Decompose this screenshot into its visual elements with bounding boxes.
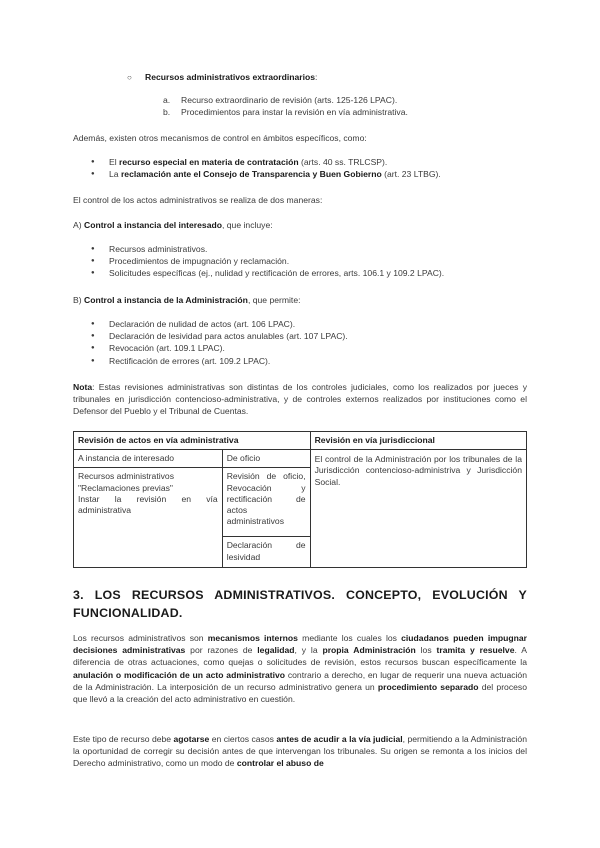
table-row bbox=[74, 432, 527, 450]
table-cell: Declaración de lesividad bbox=[222, 537, 310, 568]
table-cell: A instancia de interesado bbox=[74, 450, 223, 468]
list-item: a. Recurso extraordinario de revisión (arts. 125-126 LPAC). bbox=[163, 94, 543, 106]
list-item: ● El recurso especial en materia de contratación (arts. 40 ss. TRLCSP). bbox=[91, 156, 531, 168]
revision-table bbox=[73, 431, 527, 568]
list-item: ● Declaración de nulidad de actos (art. 106 LPAC). bbox=[91, 318, 531, 330]
table-header-left: Revisión de actos en vía administrativa bbox=[74, 432, 311, 450]
table-cell: El control de la Administración por los tribunales de la Jurisdicción contencioso-administriva y Jurisdicción Social. bbox=[310, 450, 526, 568]
extraordinarios-list bbox=[163, 94, 543, 118]
list-item: ● Procedimientos de impugnación y reclamación. bbox=[91, 255, 531, 267]
extraordinarios-line: Recursos administrativos extraordinarios: bbox=[145, 72, 318, 82]
otros-intro: Además, existen otros mecanismos de control en ámbitos específicos, como: bbox=[73, 133, 367, 143]
paragraph-1: Los recursos administrativos son mecanismos internos mediante los cuales los ciudadanos pueden impugnar decisiones administrativas por razones de legalidad, y la propia Administración los tramita y resuelve. A diferencia de otras actuaciones, como quejas o solicitudes de revisión, estos recursos buscan específicamente la anulación o modificación de un acto administrativo contrario a derecho, en lugar de requerir una nueva actuación de la Administración. La interposición de un recurso administrativo genera un procedimiento separado del proceso que llevó a la creación del acto administrativo en cuestión. bbox=[73, 633, 528, 705]
control-a-heading: A) Control a instancia del interesado, que incluye: bbox=[73, 220, 273, 230]
circle-bullet-icon: ○ bbox=[127, 73, 132, 82]
list-item: ● Revocación (art. 109.1 LPAC). bbox=[91, 342, 531, 354]
control-a-list bbox=[91, 243, 531, 280]
table-cell: Recursos administrativos "Reclamaciones previas" Instar la revisión en vía administrativa bbox=[74, 468, 223, 568]
nota-paragraph: Nota: Estas revisiones administrativas son distintas de los controles judiciales, como los realizados por jueces y tribunales en jurisdicción contencioso-administrativa, y de controles externos realizados por instituciones como el Defensor del Pueblo y el Tribunal de Cuentas. bbox=[73, 382, 527, 417]
list-item: ● Rectificación de errores (art. 109.2 LPAC). bbox=[91, 355, 531, 367]
otros-list bbox=[91, 156, 531, 180]
section-heading: 3. LOS RECURSOS ADMINISTRATIVOS. CONCEPTO, EVOLUCIÓN Y FUNCIONALIDAD. bbox=[73, 588, 527, 620]
control-intro: El control de los actos administrativos se realiza de dos maneras: bbox=[73, 195, 323, 205]
control-b-heading: B) Control a instancia de la Administración, que permite: bbox=[73, 295, 301, 305]
list-item: b. Procedimientos para instar la revisión en vía administrativa. bbox=[163, 106, 543, 118]
table-cell: Revisión de oficio, Revocación y rectificación de actos administrativos bbox=[222, 468, 310, 537]
list-item: ● Recursos administrativos. bbox=[91, 243, 531, 255]
table-row bbox=[74, 450, 527, 468]
control-b-list bbox=[91, 318, 531, 367]
list-item: ● Solicitudes específicas (ej., nulidad y rectificación de errores, arts. 106.1 y 109.2 LPAC). bbox=[91, 267, 531, 279]
extraordinarios-label: Recursos administrativos extraordinarios bbox=[145, 72, 316, 82]
table-cell: De oficio bbox=[222, 450, 310, 468]
list-item: ● Declaración de lesividad para actos anulables (art. 107 LPAC). bbox=[91, 330, 531, 342]
table-header-right: Revisión en vía jurisdiccional bbox=[310, 432, 526, 450]
list-item: ● La reclamación ante el Consejo de Transparencia y Buen Gobierno (art. 23 LTBG). bbox=[91, 168, 531, 180]
paragraph-2: Este tipo de recurso debe agotarse en ciertos casos antes de acudir a la vía judicial, permitiendo a la Administración la oportunidad de corregir su decisión antes de que intervengan los tribunales. Su origen se remonta a los inicios del Derecho administrativo, como un modo de controlar el abuso de bbox=[73, 734, 527, 769]
